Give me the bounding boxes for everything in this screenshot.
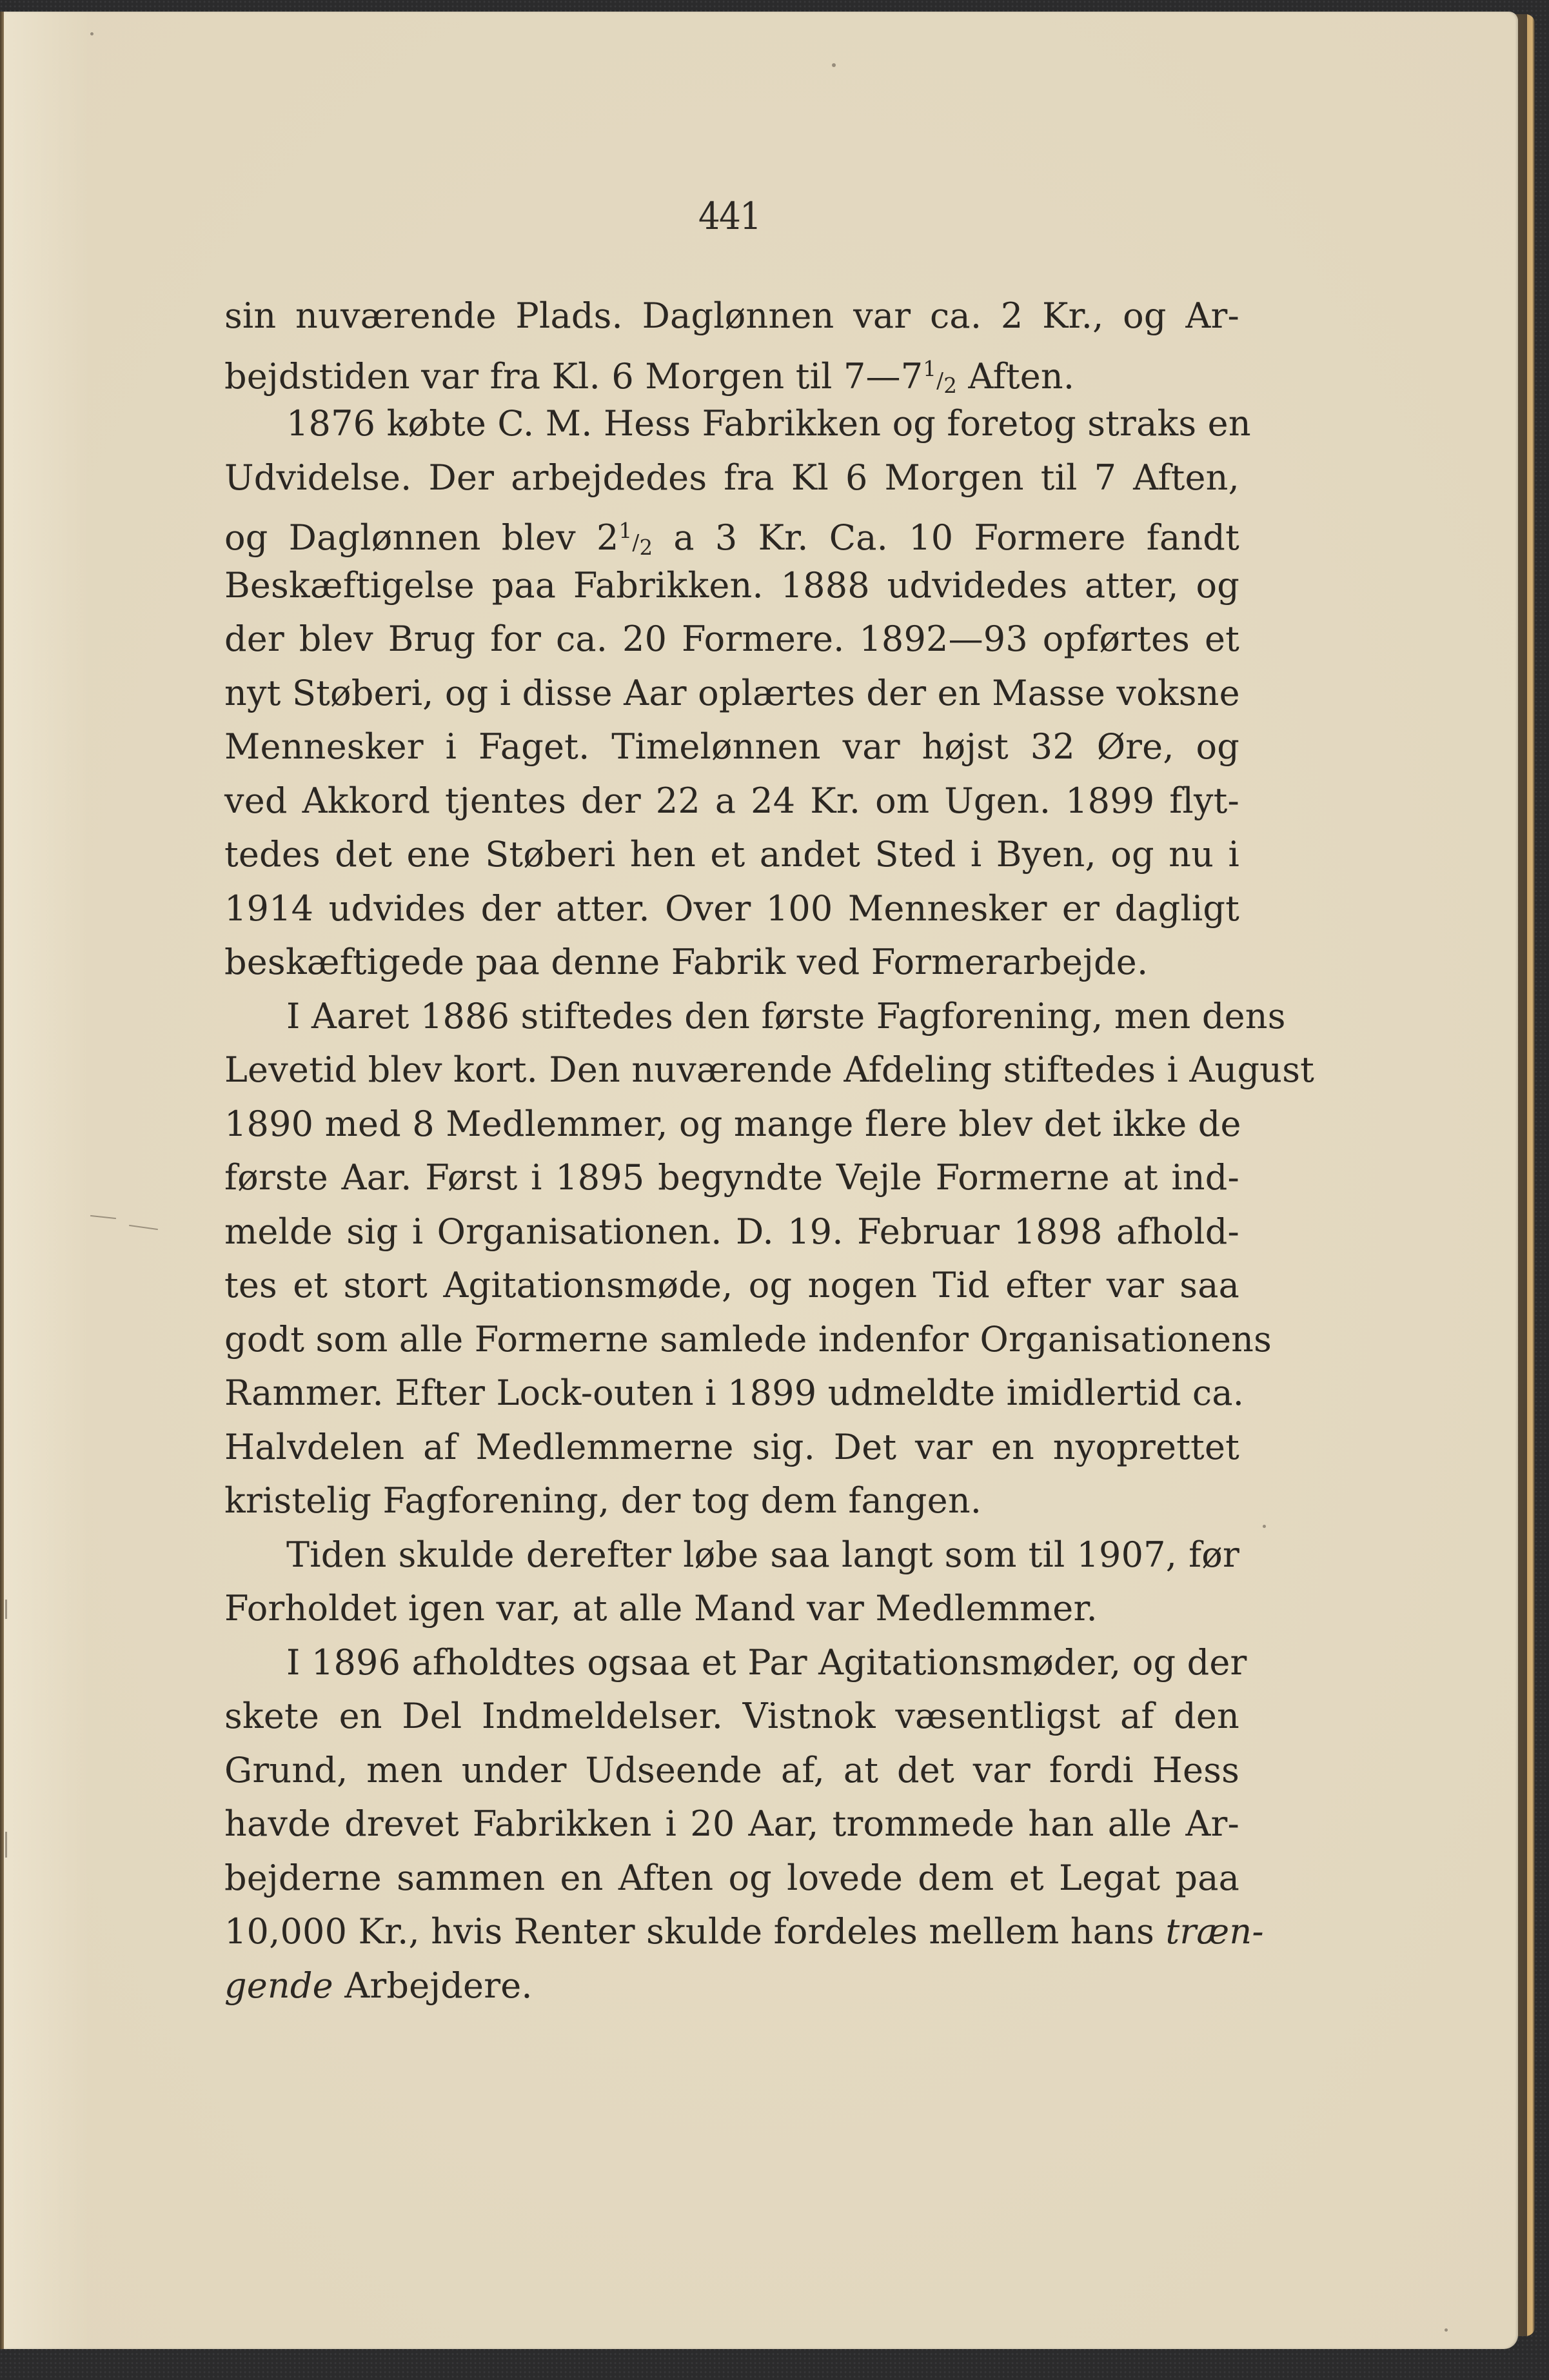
italic-word: træn- (1165, 1911, 1264, 1952)
text-line: 1890 med 8 Medlemmer, og mange flere blev det ikke de (224, 1103, 1241, 1144)
page-left-edge (0, 12, 4, 2349)
text-line: havde drevet Fabrikken i 20 Aar, trommede han alle Ar- (224, 1803, 1239, 1844)
text-fragment: Aften. (957, 355, 1075, 397)
text-line (224, 1905, 1264, 1959)
paper-speck (1263, 1525, 1266, 1528)
fraction-denominator: 2 (943, 373, 958, 399)
text-line: 1914 udvides der atter. Over 100 Mennesker er dagligt (224, 888, 1239, 929)
text-line: beskæftigede paa denne Fabrik ved Formerarbejde. (224, 942, 1149, 982)
text-line: Mennesker i Faget. Timelønnen var højst 32 Øre, og (224, 726, 1239, 767)
text-line: Tiden skulde derefter løbe saa langt som til 1907, før (286, 1534, 1239, 1575)
text-line: tes et stort Agitationsmøde, og nogen Tid efter var saa (224, 1265, 1239, 1305)
text-line: godt som alle Formerne samlede indenfor Organisationens (224, 1318, 1272, 1360)
text-line: skete en Del Indmeldelser. Vistnok væsentligst af den (224, 1696, 1239, 1736)
italic-word: gende (224, 1965, 333, 2006)
text-line: Forholdet igen var, at alle Mand var Medlemmer. (224, 1588, 1098, 1629)
fraction-denominator: 2 (639, 535, 653, 560)
text-fragment: Arbejdere. (344, 1965, 533, 2006)
text-line: tedes det ene Støberi hen et andet Sted i Byen, og nu i (224, 834, 1239, 875)
paper-speck (90, 32, 94, 35)
text-line: I 1896 afholdtes ogsaa et Par Agitationsmøder, og der (286, 1641, 1247, 1683)
text-fragment: og Daglønnen blev 2 (224, 517, 619, 558)
margin-pencil-mark (5, 1832, 7, 1858)
text-line: sin nuværende Plads. Daglønnen var ca. 2 Kr., og Ar- (224, 295, 1239, 336)
page-number: 441 (698, 194, 761, 238)
margin-pencil-mark (5, 1600, 7, 1619)
text-line: Beskæftigelse paa Fabrikken. 1888 udvidedes atter, og (224, 564, 1239, 606)
paper-speck (832, 63, 836, 67)
text-line (224, 343, 1239, 397)
text-line: kristelig Fagforening, der tog dem fangen. (224, 1480, 982, 1521)
text-line: bejderne sammen en Aften og lovede dem et Legat paa (224, 1857, 1239, 1898)
text-line (224, 1959, 1239, 2013)
text-line: 1876 købte C. M. Hess Fabrikken og foretog straks en (286, 403, 1251, 444)
text-line: nyt Støberi, og i disse Aar oplærtes der en Masse voksne (224, 672, 1240, 713)
fraction-one-half (923, 357, 958, 399)
text-line: Levetid blev kort. Den nuværende Afdeling stiftedes i August (224, 1049, 1315, 1090)
fraction-numerator: 1 (618, 519, 633, 543)
text-line: melde sig i Organisationen. D. 19. Februar 1898 afhold- (224, 1211, 1239, 1252)
fraction-one-half (618, 519, 653, 560)
text-line (224, 504, 1239, 559)
text-line: ved Akkord tjentes der 22 a 24 Kr. om Ugen. 1899 flyt- (224, 780, 1239, 821)
text-line: Udvidelse. Der arbejdedes fra Kl 6 Morgen til 7 Aften, (224, 457, 1239, 498)
text-line: der blev Brug for ca. 20 Formere. 1892—93 opførtes et (224, 619, 1239, 659)
fraction-numerator: 1 (923, 357, 937, 382)
text-fragment: 10,000 Kr., hvis Renter skulde fordeles mellem hans (224, 1911, 1166, 1952)
text-line: første Aar. Først i 1895 begyndte Vejle Formerne at ind- (224, 1157, 1239, 1198)
text-line: Grund, men under Udseende af, at det var fordi Hess (224, 1749, 1239, 1790)
text-fragment: bejdstiden var fra Kl. 6 Morgen til 7—7 (224, 355, 923, 397)
fraction-slash: / (936, 368, 944, 393)
paper-speck (1445, 2328, 1448, 2332)
body-text (224, 289, 1315, 2012)
fraction-slash: / (632, 530, 640, 555)
text-line: Rammer. Efter Lock-outen i 1899 udmeldte imidlertid ca. (224, 1373, 1245, 1413)
text-line: Halvdelen af Medlemmerne sig. Det var en nyoprettet (224, 1426, 1239, 1467)
text-line: I Aaret 1886 stiftedes den første Fagforening, men dens (286, 995, 1286, 1036)
text-fragment: a 3 Kr. Ca. 10 Formere fandt (653, 517, 1239, 558)
